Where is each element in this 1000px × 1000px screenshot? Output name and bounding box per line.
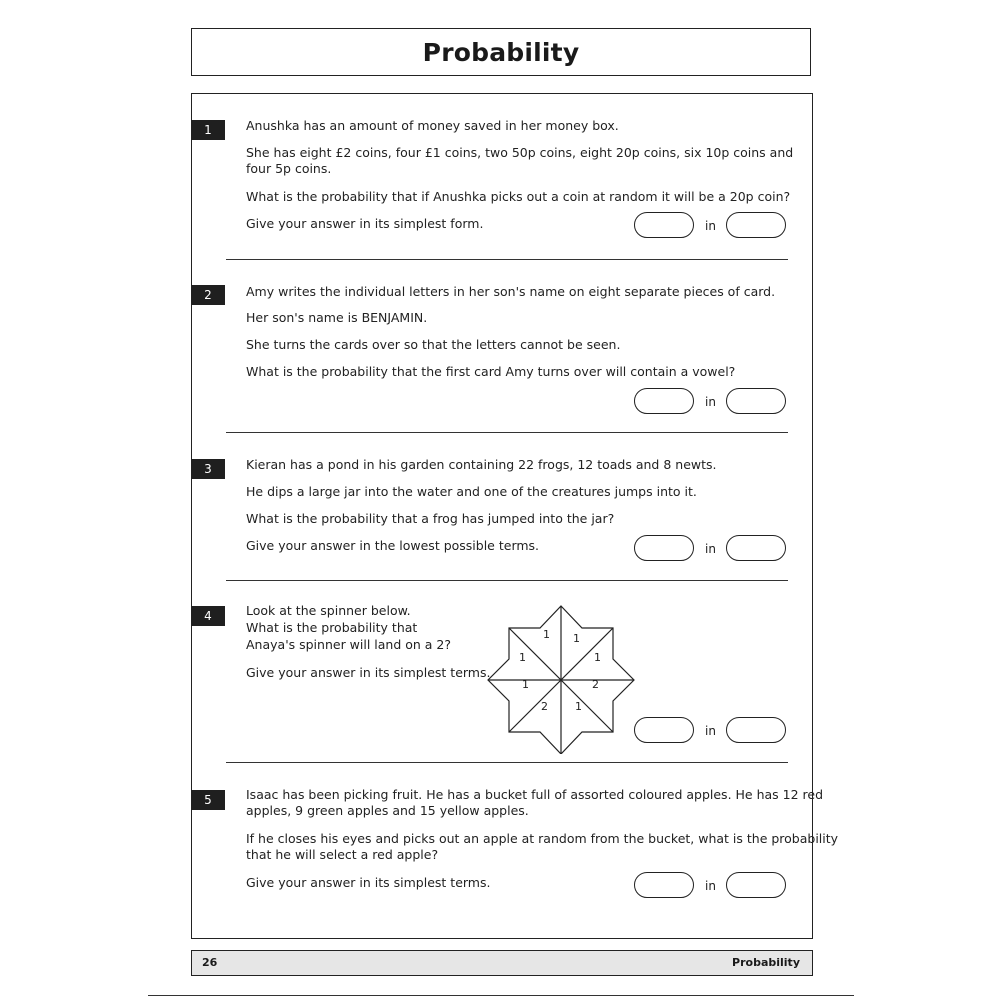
question-4-line-3: Anaya's spinner will land on a 2? (246, 637, 452, 652)
footer-section-title: Probability (732, 956, 800, 969)
question-5-line-1: Isaac has been picking fruit. He has a bucket full of assorted coloured apples. He has 12 red (246, 787, 824, 802)
question-2-in-label: in (705, 395, 716, 409)
question-5-line-5: Give your answer in its simplest terms. (246, 875, 491, 890)
question-5-line-4: that he will select a red apple? (246, 847, 439, 862)
question-5-in-label: in (705, 879, 716, 893)
question-4-line-4: Give your answer in its simplest terms. (246, 665, 491, 680)
question-1-line-4: What is the probability that if Anushka picks out a coin at random it will be a 20p coin? (246, 189, 791, 204)
divider (226, 580, 788, 581)
question-5-line-3: If he closes his eyes and picks out an apple at random from the bucket, what is the probability (246, 831, 839, 846)
question-5-numerator-box[interactable] (634, 872, 694, 898)
question-4-line-2: What is the probability that (246, 620, 418, 635)
question-3-in-label: in (705, 542, 716, 556)
question-4-number: 4 (191, 606, 225, 626)
spinner-diagram (486, 604, 636, 754)
question-1-number: 1 (191, 120, 225, 140)
question-3-number: 3 (191, 459, 225, 479)
spinner-label: 1 (522, 678, 529, 691)
question-5-number: 5 (191, 790, 225, 810)
page-footer (191, 950, 813, 976)
question-1-line-3: four 5p coins. (246, 161, 332, 176)
question-3-numerator-box[interactable] (634, 535, 694, 561)
bottom-rule (148, 995, 854, 996)
question-1-line-1: Anushka has an amount of money saved in her money box. (246, 118, 619, 133)
question-2-denominator-box[interactable] (726, 388, 786, 414)
question-1-line-5: Give your answer in its simplest form. (246, 216, 484, 231)
title-box (191, 28, 811, 76)
question-4-denominator-box[interactable] (726, 717, 786, 743)
question-4-in-label: in (705, 724, 716, 738)
spinner-label: 1 (543, 628, 550, 641)
question-2-line-1: Amy writes the individual letters in her son's name on eight separate pieces of card. (246, 284, 776, 299)
question-4-line-1: Look at the spinner below. (246, 603, 411, 618)
question-3-line-4: Give your answer in the lowest possible terms. (246, 538, 540, 553)
spinner-label: 1 (575, 700, 582, 713)
question-1-denominator-box[interactable] (726, 212, 786, 238)
question-2-line-4: What is the probability that the first card Amy turns over will contain a vowel? (246, 364, 736, 379)
divider (226, 762, 788, 763)
page-number: 26 (202, 956, 218, 969)
question-3-denominator-box[interactable] (726, 535, 786, 561)
question-3-line-3: What is the probability that a frog has jumped into the jar? (246, 511, 615, 526)
question-5-denominator-box[interactable] (726, 872, 786, 898)
question-5-line-2: apples, 9 green apples and 15 yellow apples. (246, 803, 529, 818)
page-title: Probability (422, 37, 580, 67)
question-2-numerator-box[interactable] (634, 388, 694, 414)
question-1-numerator-box[interactable] (634, 212, 694, 238)
spinner-label: 2 (541, 700, 548, 713)
question-2-line-2: Her son's name is BENJAMIN. (246, 310, 428, 325)
divider (226, 259, 788, 260)
question-2-number: 2 (191, 285, 225, 305)
spinner-label: 1 (573, 632, 580, 645)
question-1-line-2: She has eight £2 coins, four £1 coins, two 50p coins, eight 20p coins, six 10p coins and (246, 145, 794, 160)
question-1-in-label: in (705, 219, 716, 233)
question-3-line-1: Kieran has a pond in his garden containing 22 frogs, 12 toads and 8 newts. (246, 457, 717, 472)
spinner-label: 1 (519, 651, 526, 664)
question-2-line-3: She turns the cards over so that the letters cannot be seen. (246, 337, 621, 352)
spinner-label: 1 (594, 651, 601, 664)
spinner-label: 2 (592, 678, 599, 691)
question-3-line-2: He dips a large jar into the water and one of the creatures jumps into it. (246, 484, 697, 499)
divider (226, 432, 788, 433)
question-4-numerator-box[interactable] (634, 717, 694, 743)
